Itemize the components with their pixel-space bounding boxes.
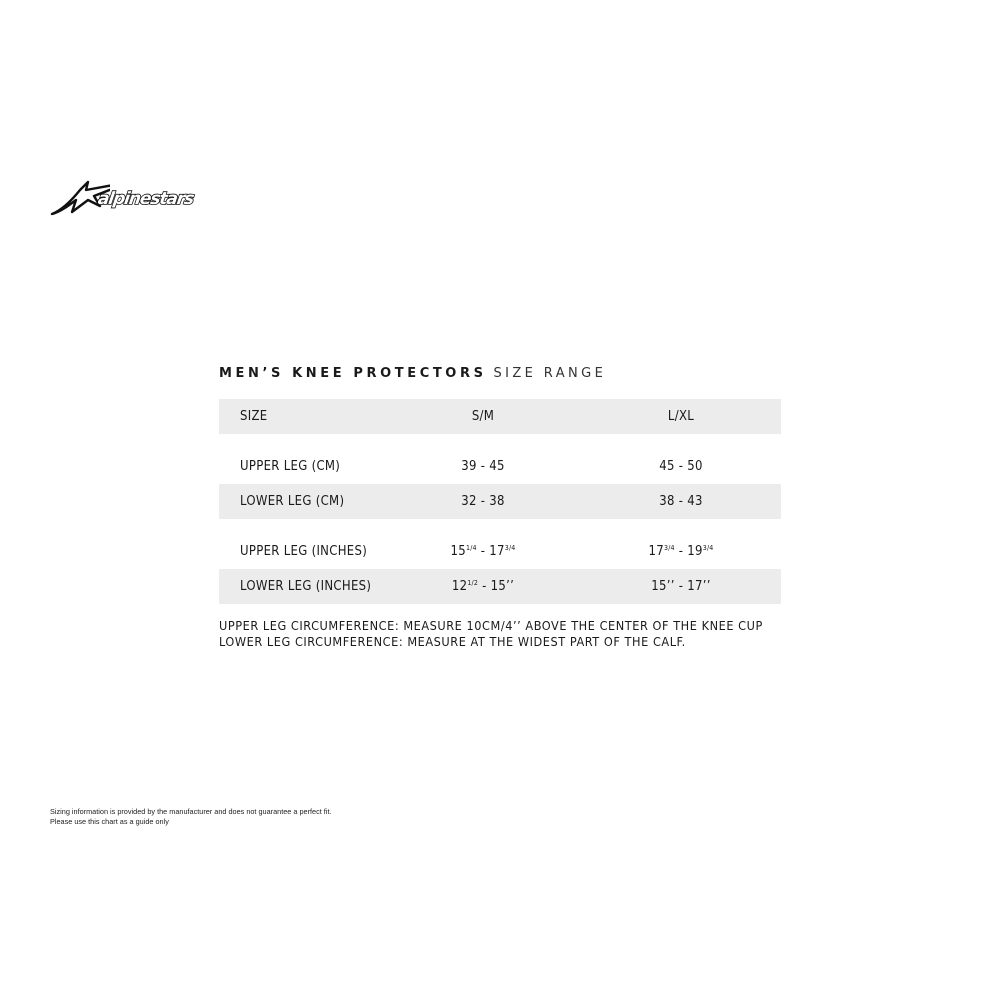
row-spacer xyxy=(219,434,781,449)
row-label: UPPER LEG (INCHES) xyxy=(240,544,368,559)
table-row xyxy=(219,569,781,604)
cell-sm-whole: 12 xyxy=(451,579,468,594)
chart-title-main: MEN’S KNEE PROTECTORS xyxy=(219,366,487,381)
cell-sm-range: - 17 xyxy=(476,544,505,559)
brand-logo xyxy=(50,176,222,220)
table-row xyxy=(219,449,781,484)
header-col-lxl: L/XL xyxy=(667,409,695,424)
cell-sm-fraction-end: 3/4 xyxy=(504,544,516,552)
cell-lxl: 38 - 43 xyxy=(659,494,703,509)
measurement-note: UPPER LEG CIRCUMFERENCE: MEASURE 10CM/4’’ ABOVE THE CENTER OF THE KNEE CUP LOWER LEG CIRCUMFERENCE: MEASURE AT THE WIDEST PART OF THE CALF. xyxy=(219,618,763,649)
table-row xyxy=(219,534,781,569)
cell-sm xyxy=(403,579,563,594)
row-label: UPPER LEG (CM) xyxy=(240,459,341,474)
cell-lxl-range: - 19 xyxy=(674,544,703,559)
row-label: LOWER LEG (INCHES) xyxy=(240,579,372,594)
header-size-label: SIZE xyxy=(240,409,268,424)
cell-lxl: 45 - 50 xyxy=(659,459,703,474)
cell-sm xyxy=(403,544,563,559)
cell-sm: 39 - 45 xyxy=(461,459,505,474)
cell-lxl-fraction: 3/4 xyxy=(663,544,675,552)
table-header-row xyxy=(219,399,781,434)
cell-sm-whole: 15 xyxy=(450,544,466,559)
cell-lxl xyxy=(601,544,761,559)
cell-sm-range: - 15’’ xyxy=(478,579,515,594)
chart-title xyxy=(219,366,606,382)
cell-lxl-whole: 17 xyxy=(648,544,664,559)
cell-sm-fraction: 1/2 xyxy=(467,579,479,587)
disclaimer xyxy=(50,807,332,827)
table-row xyxy=(219,484,781,519)
row-spacer xyxy=(219,519,781,534)
chart-title-sub: SIZE RANGE xyxy=(493,366,607,381)
size-table xyxy=(219,399,781,604)
cell-lxl: 15’’ - 17’’ xyxy=(651,579,711,594)
row-label: LOWER LEG (CM) xyxy=(240,494,345,509)
disclaimer-line: Please use this chart as a guide only xyxy=(50,817,169,826)
header-col-sm: S/M xyxy=(471,409,495,424)
cell-sm: 32 - 38 xyxy=(461,494,505,509)
cell-lxl-fraction-end: 3/4 xyxy=(702,544,714,552)
brand-wordmark: alpinestars xyxy=(96,189,195,209)
cell-sm-fraction: 1/4 xyxy=(465,544,477,552)
disclaimer-line: Sizing information is provided by the manufacturer and does not guarantee a perfect fit. xyxy=(50,807,332,816)
